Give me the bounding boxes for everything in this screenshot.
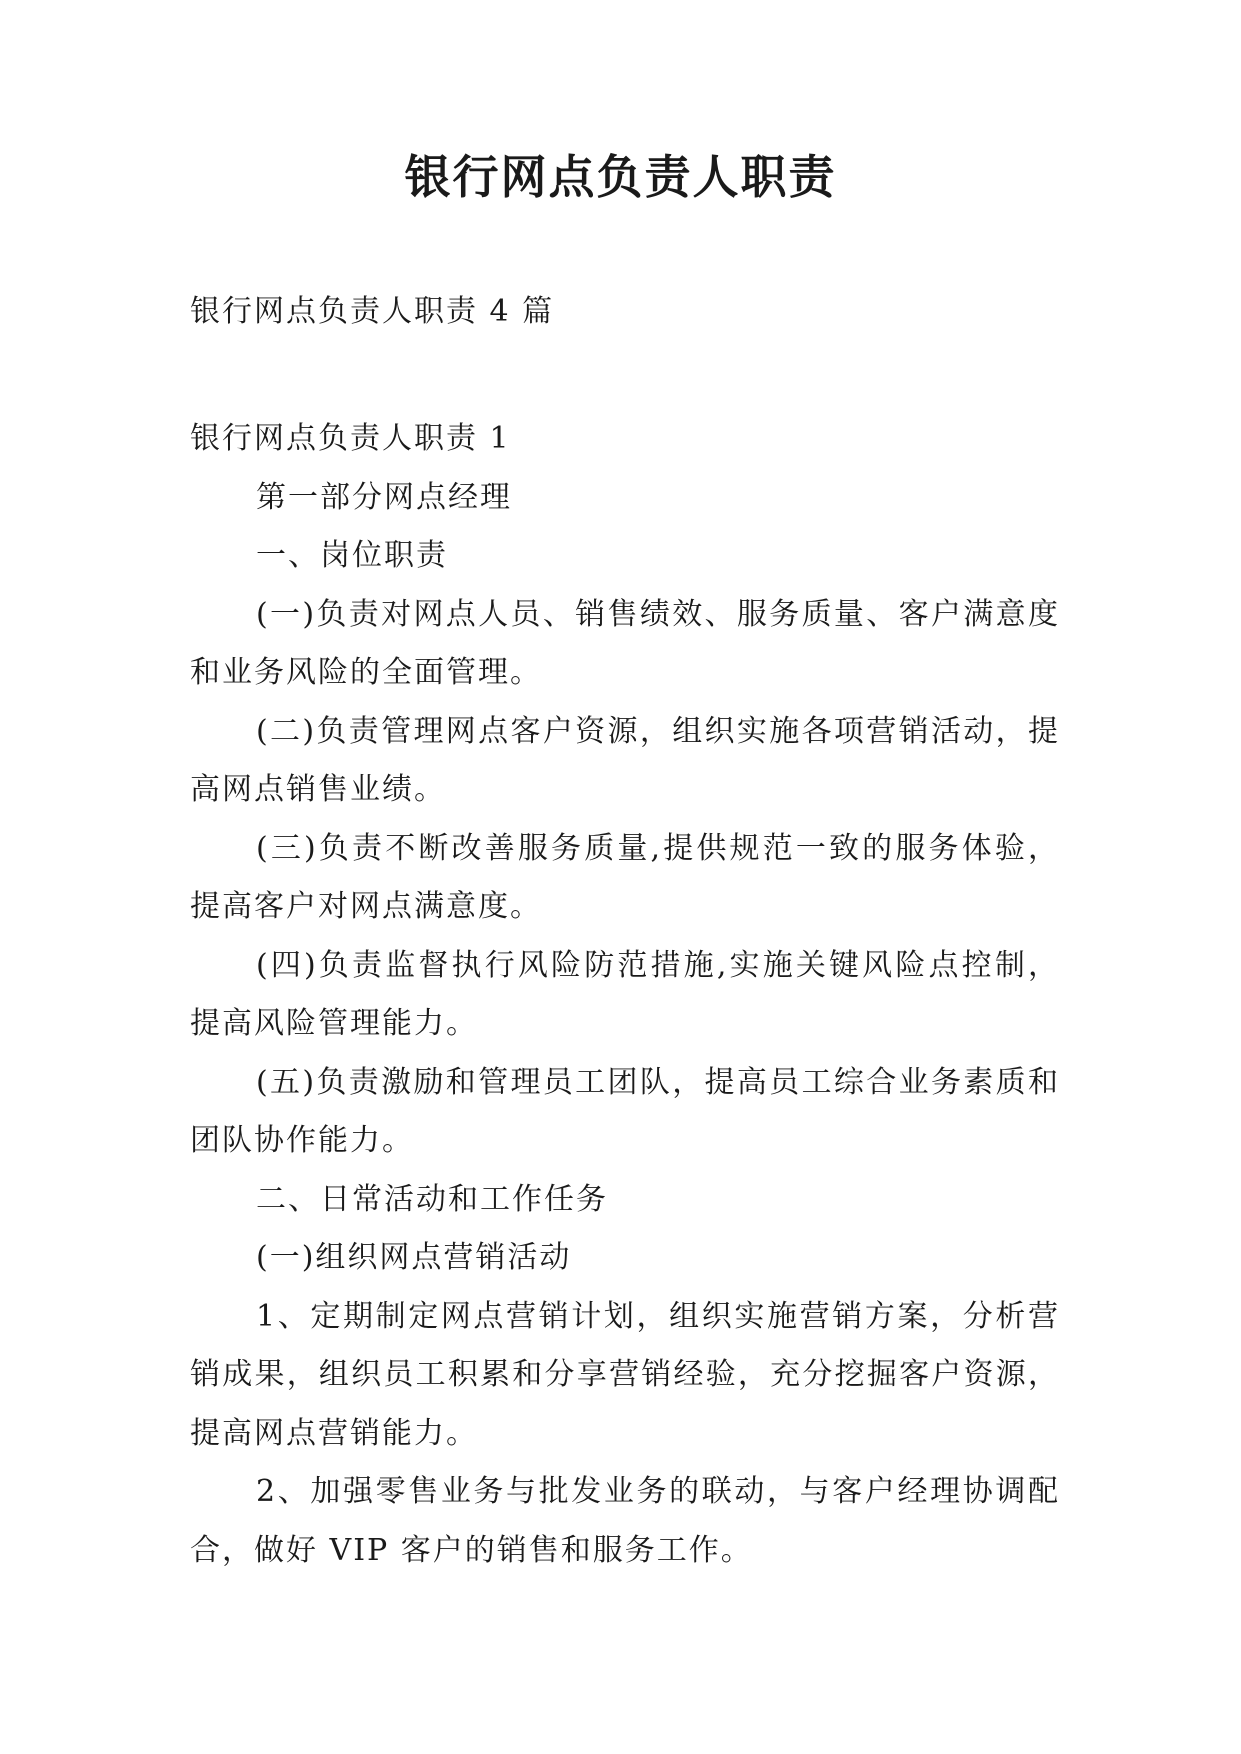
paragraph: 2、加强零售业务与批发业务的联动，与客户经理协调配合，做好 VIP 客户的销售和服务工作。 [190, 1474, 1060, 1568]
paragraph: (二)负责管理网点客户资源，组织实施各项营销活动，提高网点销售业绩。 [190, 713, 1060, 807]
subsection-heading: 一、岗位职责 [256, 538, 448, 573]
document-body [190, 410, 1060, 1580]
part-heading: 第一部分网点经理 [256, 479, 512, 515]
subsection-heading: 二、日常活动和工作任务 [256, 1181, 608, 1217]
document-subtitle: 银行网点负责人职责 4 篇 [190, 294, 555, 329]
paragraph: 1、定期制定网点营销计划，组织实施营销方案，分析营销成果，组织员工积累和分享营销经验，充分挖掘客户资源，提高网点营销能力。 [190, 1298, 1060, 1451]
paragraph: (四)负责监督执行风险防范措施,实施关键风险点控制，提高风险管理能力。 [190, 947, 1060, 1041]
document-title: 银行网点负责人职责 [404, 150, 837, 204]
paragraph: (三)负责不断改善服务质量,提供规范一致的服务体验，提高客户对网点满意度。 [190, 830, 1060, 924]
paragraph: (一)负责对网点人员、销售绩效、服务质量、客户满意度和业务风险的全面管理。 [190, 596, 1060, 690]
item-heading: (一)组织网点营销活动 [256, 1240, 572, 1275]
paragraph: (五)负责激励和管理员工团队，提高员工综合业务素质和团队协作能力。 [190, 1064, 1060, 1158]
section-heading: 银行网点负责人职责 1 [190, 421, 511, 456]
